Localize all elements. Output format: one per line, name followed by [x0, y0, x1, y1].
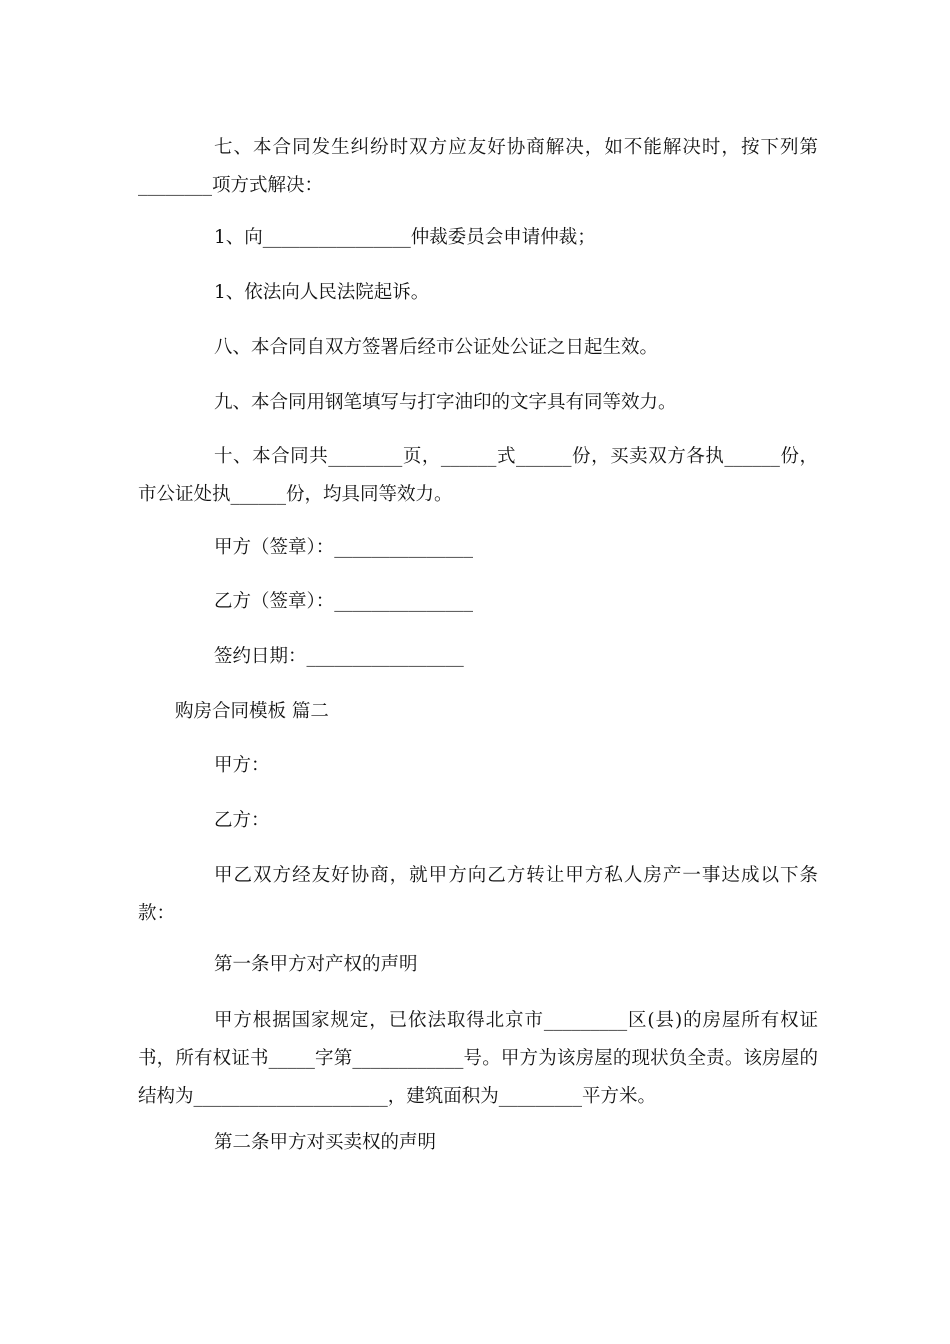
party-a-label: 甲方：	[214, 755, 270, 776]
signature-party-b: 乙方（签章）：_______________	[214, 591, 474, 612]
signature-party-a: 甲方（签章）：_______________	[214, 537, 474, 558]
article-1-body: 甲方根据国家规定，已依法取得北京市_________区(县)的房屋所有权证书，所有权证书_____字第____________号。甲方为该房屋的现状负全责。该房屋的结构为_____________________，建筑面积为_________平方米。	[138, 1010, 818, 1107]
clause-9: 九、本合同用钢笔填写与打字油印的文字具有同等效力。	[214, 392, 677, 413]
clause-10: 十、本合同共________页，______式______份，买卖双方各执______份，市公证处执______份，均具同等效力。	[138, 446, 818, 505]
clause-7: 七、本合同发生纠纷时双方应友好协商解决，如不能解决时，按下列第________项方式解决：	[138, 137, 818, 196]
article-2-title: 第二条甲方对买卖权的声明	[214, 1132, 437, 1153]
signing-date: 签约日期：_________________	[214, 646, 464, 667]
clause-7-option-2: 1、依法向人民法院起诉。	[214, 282, 430, 303]
article-1-title: 第一条甲方对产权的声明	[214, 954, 418, 975]
intro-paragraph: 甲乙双方经友好协商，就甲方向乙方转让甲方私人房产一事达成以下条款：	[138, 865, 818, 924]
party-b-label: 乙方：	[214, 810, 270, 831]
clause-8: 八、本合同自双方签署后经市公证处公证之日起生效。	[214, 337, 659, 358]
clause-7-option-1: 1、向________________仲裁委员会申请仲裁；	[214, 227, 596, 248]
section-heading: 购房合同模板 篇二	[175, 701, 329, 722]
